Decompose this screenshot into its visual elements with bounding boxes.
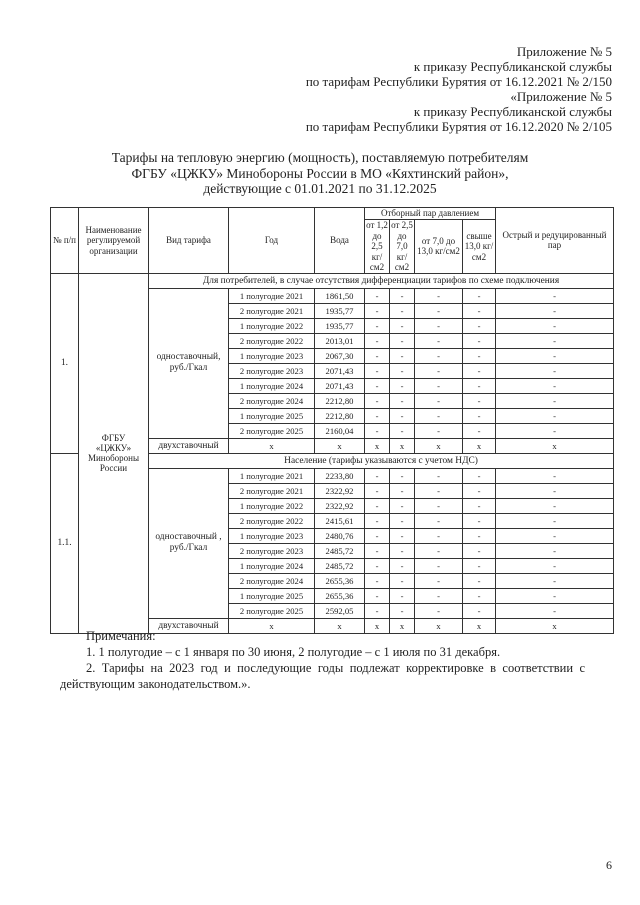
single-rate-label: одноставочный, руб./Гкал	[149, 288, 229, 438]
empty-tariff-cell: -	[463, 318, 496, 333]
empty-tariff-cell: -	[463, 288, 496, 303]
empty-tariff-cell: -	[365, 303, 390, 318]
not-applicable-cell: x	[315, 618, 365, 633]
period-cell: 1 полугодие 2025	[229, 588, 315, 603]
empty-tariff-cell: -	[463, 348, 496, 363]
water-tariff-cell: 2592,05	[315, 603, 365, 618]
empty-tariff-cell: -	[365, 573, 390, 588]
period-cell: 1 полугодие 2023	[229, 348, 315, 363]
period-cell: 2 полугодие 2023	[229, 543, 315, 558]
empty-tariff-cell: -	[415, 378, 463, 393]
water-tariff-cell: 2415,61	[315, 513, 365, 528]
empty-tariff-cell: -	[365, 588, 390, 603]
empty-tariff-cell: -	[390, 363, 415, 378]
empty-tariff-cell: -	[390, 423, 415, 438]
water-tariff-cell: 1935,77	[315, 318, 365, 333]
not-applicable-cell: x	[463, 618, 496, 633]
not-applicable-cell: x	[390, 438, 415, 453]
tariff-table	[50, 207, 614, 634]
empty-tariff-cell: -	[463, 498, 496, 513]
empty-tariff-cell: -	[365, 288, 390, 303]
not-applicable-cell: x	[415, 438, 463, 453]
empty-tariff-cell: -	[463, 603, 496, 618]
empty-tariff-cell: -	[365, 558, 390, 573]
empty-tariff-cell: -	[390, 513, 415, 528]
empty-tariff-cell: -	[390, 378, 415, 393]
empty-tariff-cell: -	[390, 408, 415, 423]
empty-tariff-cell: -	[415, 468, 463, 483]
period-cell: 2 полугодие 2022	[229, 513, 315, 528]
org-name: ФГБУ «ЦЖКУ» Минобороны России	[79, 273, 149, 633]
empty-tariff-cell: -	[390, 588, 415, 603]
header-line: «Приложение № 5	[510, 89, 612, 104]
empty-tariff-cell: -	[390, 603, 415, 618]
empty-tariff-cell: -	[463, 303, 496, 318]
empty-tariff-cell: -	[415, 348, 463, 363]
empty-tariff-cell: -	[415, 483, 463, 498]
empty-tariff-cell: -	[463, 543, 496, 558]
section-caption-row	[51, 273, 614, 288]
not-applicable-cell: x	[496, 618, 614, 633]
empty-tariff-cell: -	[415, 558, 463, 573]
empty-tariff-cell: -	[463, 588, 496, 603]
empty-tariff-cell: -	[463, 483, 496, 498]
empty-tariff-cell: -	[496, 558, 614, 573]
water-tariff-cell: 2233,80	[315, 468, 365, 483]
empty-tariff-cell: -	[390, 288, 415, 303]
empty-tariff-cell: -	[463, 393, 496, 408]
not-applicable-cell: x	[463, 438, 496, 453]
empty-tariff-cell: -	[415, 423, 463, 438]
not-applicable-cell: x	[315, 438, 365, 453]
empty-tariff-cell: -	[496, 483, 614, 498]
empty-tariff-cell: -	[496, 603, 614, 618]
col-header-org: Наименование регулируемой организации	[79, 208, 149, 274]
notes-heading: Примечания:	[86, 629, 156, 643]
header-line: Приложение № 5	[516, 44, 612, 59]
empty-tariff-cell: -	[496, 348, 614, 363]
period-cell: 1 полугодие 2021	[229, 288, 315, 303]
empty-tariff-cell: -	[415, 288, 463, 303]
empty-tariff-cell: -	[415, 588, 463, 603]
empty-tariff-cell: -	[463, 333, 496, 348]
period-cell: 2 полугодие 2021	[229, 483, 315, 498]
col-header-num: № п/п	[51, 208, 79, 274]
water-tariff-cell: 2655,36	[315, 573, 365, 588]
empty-tariff-cell: -	[496, 303, 614, 318]
water-tariff-cell: 2067,30	[315, 348, 365, 363]
double-rate-label: двухставочный	[149, 618, 229, 633]
empty-tariff-cell: -	[365, 333, 390, 348]
title-line: Тарифы на тепловую энергию (мощность), поставляемую потребителям	[111, 150, 529, 165]
col-header-steam-group: Отборный пар давлением	[365, 208, 496, 220]
period-cell: 1 полугодие 2025	[229, 408, 315, 423]
water-tariff-cell: 1935,77	[315, 303, 365, 318]
empty-tariff-cell: -	[496, 378, 614, 393]
not-applicable-cell: x	[415, 618, 463, 633]
period-cell: 2 полугодие 2024	[229, 393, 315, 408]
empty-tariff-cell: -	[463, 468, 496, 483]
double-rate-label: двухставочный	[149, 438, 229, 453]
header-line: по тарифам Республики Бурятия от 16.12.2021 № 2/150	[305, 74, 612, 89]
water-tariff-cell: 2322,92	[315, 498, 365, 513]
empty-tariff-cell: -	[390, 573, 415, 588]
period-cell: 1 полугодие 2024	[229, 378, 315, 393]
empty-tariff-cell: -	[463, 423, 496, 438]
period-cell: 1 полугодие 2022	[229, 318, 315, 333]
empty-tariff-cell: -	[390, 498, 415, 513]
empty-tariff-cell: -	[496, 468, 614, 483]
empty-tariff-cell: -	[390, 303, 415, 318]
water-tariff-cell: 2212,80	[315, 393, 365, 408]
col-header-steam-4: свыше 13,0 кг/см2	[463, 220, 496, 274]
empty-tariff-cell: -	[390, 543, 415, 558]
not-applicable-cell: x	[365, 438, 390, 453]
empty-tariff-cell: -	[390, 483, 415, 498]
document-title	[80, 150, 560, 197]
single-rate-label: одноставочный , руб./Гкал	[149, 468, 229, 618]
empty-tariff-cell: -	[390, 393, 415, 408]
col-header-steam-3: от 7,0 до 13,0 кг/см2	[415, 220, 463, 274]
empty-tariff-cell: -	[415, 543, 463, 558]
empty-tariff-cell: -	[365, 318, 390, 333]
water-tariff-cell: 2071,43	[315, 378, 365, 393]
empty-tariff-cell: -	[415, 393, 463, 408]
empty-tariff-cell: -	[415, 408, 463, 423]
period-cell: 1 полугодие 2024	[229, 558, 315, 573]
empty-tariff-cell: -	[365, 348, 390, 363]
col-header-type: Вид тарифа	[149, 208, 229, 274]
empty-tariff-cell: -	[390, 528, 415, 543]
period-cell: 2 полугодие 2022	[229, 333, 315, 348]
period-cell: 2 полугодие 2025	[229, 603, 315, 618]
empty-tariff-cell: -	[415, 603, 463, 618]
notes	[60, 628, 586, 692]
empty-tariff-cell: -	[365, 483, 390, 498]
note-item: 2. Тарифы на 2023 год и последующие годы подлежат корректировке в соответствии с действующим законодательством.».	[60, 661, 585, 691]
water-tariff-cell: 1861,50	[315, 288, 365, 303]
header-line: к приказу Республиканской службы	[413, 104, 612, 119]
empty-tariff-cell: -	[365, 423, 390, 438]
header-line: по тарифам Республики Бурятия от 16.12.2020 № 2/105	[305, 119, 612, 134]
empty-tariff-cell: -	[365, 393, 390, 408]
header-line: к приказу Республиканской службы	[413, 59, 612, 74]
water-tariff-cell: 2071,43	[315, 363, 365, 378]
empty-tariff-cell: -	[463, 558, 496, 573]
empty-tariff-cell: -	[496, 318, 614, 333]
empty-tariff-cell: -	[415, 363, 463, 378]
empty-tariff-cell: -	[390, 318, 415, 333]
col-header-year: Год	[229, 208, 315, 274]
title-line: ФГБУ «ЦЖКУ» Минобороны России в МО «Кяхтинский район»,	[131, 165, 509, 181]
empty-tariff-cell: -	[496, 393, 614, 408]
empty-tariff-cell: -	[390, 348, 415, 363]
period-cell: 1 полугодие 2022	[229, 498, 315, 513]
empty-tariff-cell: -	[390, 333, 415, 348]
empty-tariff-cell: -	[496, 363, 614, 378]
empty-tariff-cell: -	[365, 468, 390, 483]
empty-tariff-cell: -	[496, 333, 614, 348]
col-header-steam-2: от 2,5 до 7,0 кг/см2	[391, 220, 413, 272]
period-cell: 2 полугодие 2023	[229, 363, 315, 378]
empty-tariff-cell: -	[365, 378, 390, 393]
period-cell: 1 полугодие 2021	[229, 468, 315, 483]
empty-tariff-cell: -	[496, 423, 614, 438]
section-caption: Для потребителей, в случае отсутствия дифференциации тарифов по схеме подключения	[149, 273, 614, 288]
not-applicable-cell: x	[229, 618, 315, 633]
section-caption: Население (тарифы указываются с учетом НДС)	[149, 453, 614, 468]
empty-tariff-cell: -	[496, 528, 614, 543]
period-cell: 1 полугодие 2023	[229, 528, 315, 543]
water-tariff-cell: 2480,76	[315, 528, 365, 543]
empty-tariff-cell: -	[415, 498, 463, 513]
appendix-header	[192, 44, 612, 134]
not-applicable-cell: x	[365, 618, 390, 633]
empty-tariff-cell: -	[415, 513, 463, 528]
empty-tariff-cell: -	[365, 408, 390, 423]
period-cell: 2 полугодие 2025	[229, 423, 315, 438]
water-tariff-cell: 2013,01	[315, 333, 365, 348]
empty-tariff-cell: -	[463, 513, 496, 528]
empty-tariff-cell: -	[390, 468, 415, 483]
period-cell: 2 полугодие 2024	[229, 573, 315, 588]
empty-tariff-cell: -	[415, 528, 463, 543]
empty-tariff-cell: -	[415, 303, 463, 318]
empty-tariff-cell: -	[496, 543, 614, 558]
empty-tariff-cell: -	[463, 378, 496, 393]
empty-tariff-cell: -	[463, 363, 496, 378]
empty-tariff-cell: -	[390, 558, 415, 573]
empty-tariff-cell: -	[415, 318, 463, 333]
col-header-steam-1: от 1,2 до 2,5 кг/см2	[366, 220, 388, 272]
empty-tariff-cell: -	[463, 408, 496, 423]
not-applicable-cell: x	[496, 438, 614, 453]
empty-tariff-cell: -	[365, 513, 390, 528]
water-tariff-cell: 2160,04	[315, 423, 365, 438]
water-tariff-cell: 2485,72	[315, 558, 365, 573]
not-applicable-cell: x	[390, 618, 415, 633]
water-tariff-cell: 2212,80	[315, 408, 365, 423]
empty-tariff-cell: -	[365, 528, 390, 543]
empty-tariff-cell: -	[365, 603, 390, 618]
empty-tariff-cell: -	[496, 588, 614, 603]
not-applicable-cell: x	[229, 438, 315, 453]
empty-tariff-cell: -	[415, 573, 463, 588]
water-tariff-cell: 2322,92	[315, 483, 365, 498]
title-line: действующие с 01.01.2021 по 31.12.2025	[203, 181, 437, 196]
row-number: 1.	[51, 273, 79, 453]
col-header-water: Вода	[315, 208, 365, 274]
empty-tariff-cell: -	[365, 543, 390, 558]
empty-tariff-cell: -	[496, 513, 614, 528]
row-number: 1.1.	[51, 453, 79, 633]
col-header-sharp-steam: Острый и редуцированный пар	[496, 208, 614, 274]
note-item: 1. 1 полугодие – с 1 января по 30 июня, 2 полугодие – с 1 июля по 31 декабря.	[86, 645, 501, 659]
empty-tariff-cell: -	[415, 333, 463, 348]
empty-tariff-cell: -	[365, 498, 390, 513]
period-cell: 2 полугодие 2021	[229, 303, 315, 318]
empty-tariff-cell: -	[365, 363, 390, 378]
empty-tariff-cell: -	[496, 288, 614, 303]
empty-tariff-cell: -	[496, 573, 614, 588]
empty-tariff-cell: -	[463, 573, 496, 588]
water-tariff-cell: 2485,72	[315, 543, 365, 558]
page-number: 6	[606, 858, 612, 872]
empty-tariff-cell: -	[463, 528, 496, 543]
empty-tariff-cell: -	[496, 498, 614, 513]
empty-tariff-cell: -	[496, 408, 614, 423]
water-tariff-cell: 2655,36	[315, 588, 365, 603]
